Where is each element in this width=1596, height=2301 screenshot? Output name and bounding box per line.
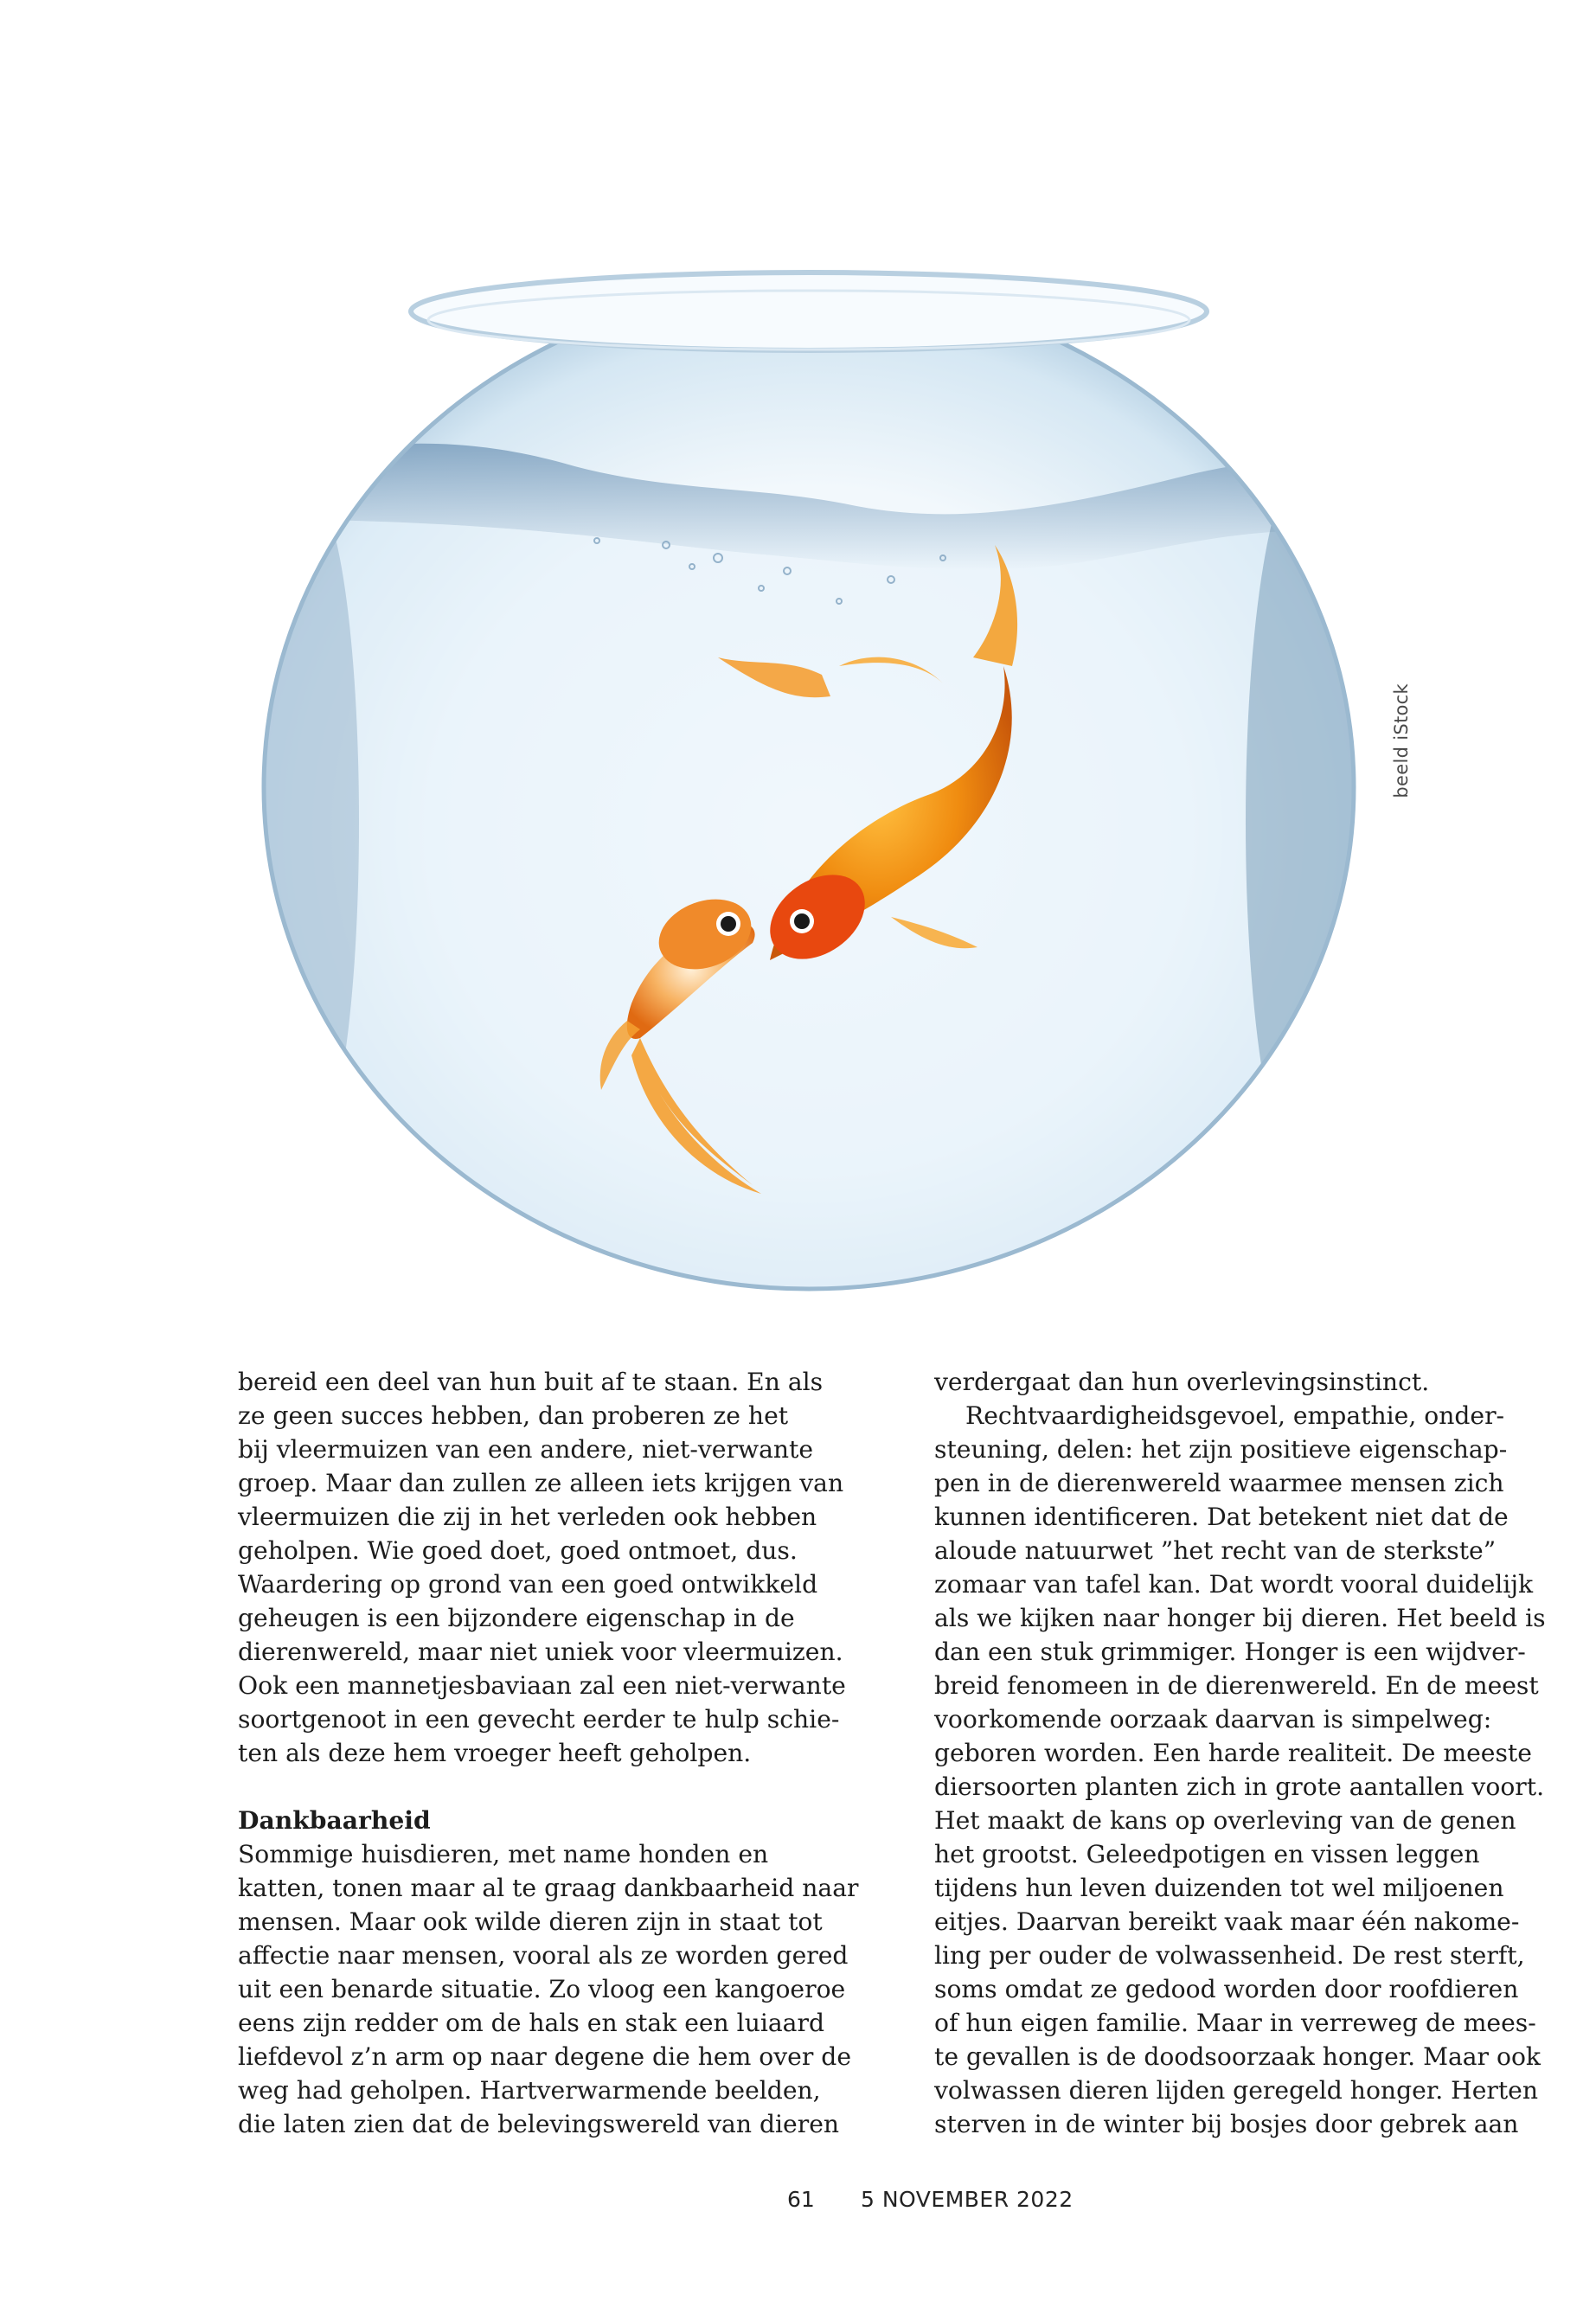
- text-line: uit een benarde situatie. Zo vloog een kangoeroe: [238, 1975, 846, 2003]
- paragraph: [238, 1365, 846, 1770]
- text-line: Rechtvaardigheidsgevoel, empathie, onder-: [965, 1401, 1505, 1430]
- text-line: te gevallen is de doodsoorzaak honger. Maar ook: [934, 2042, 1542, 2071]
- text-line: Sommige huisdieren, met name honden en: [238, 1840, 769, 1868]
- text-line: ze geen succes hebben, dan proberen ze het: [238, 1401, 789, 1430]
- paragraph: [238, 1837, 859, 2141]
- text-line: katten, tonen maar al te graag dankbaarheid naar: [238, 1874, 859, 1902]
- text-line: affectie naar mensen, vooral als ze worden gered: [238, 1941, 849, 1970]
- text-line: het grootst. Geleedpotigen en vissen leggen: [934, 1840, 1480, 1868]
- article-left-column: [238, 1365, 859, 2141]
- text-line: soortgenoot in een gevecht eerder te hulp schie-: [238, 1705, 840, 1734]
- photo-credit: beeld iStock: [1391, 683, 1412, 798]
- text-line: tijdens hun leven duizenden tot wel miljoenen: [934, 1874, 1504, 1902]
- issue-date: 5 NOVEMBER 2022: [861, 2187, 1074, 2212]
- section-heading: Dankbaarheid: [238, 1806, 431, 1835]
- page-number: 61: [787, 2187, 815, 2212]
- text-line: groep. Maar dan zullen ze alleen iets krijgen van: [238, 1469, 844, 1497]
- text-line: of hun eigen familie. Maar in verreweg de mees-: [934, 2009, 1536, 2037]
- article-right-column: [934, 1365, 1546, 2141]
- text-line: bij vleermuizen van een andere, niet-verwante: [238, 1435, 814, 1464]
- text-line: weg had geholpen. Hartverwarmende beelden,: [238, 2076, 821, 2105]
- text-line: geboren worden. Een harde realiteit. De meeste: [934, 1739, 1532, 1767]
- text-line: Ook een mannetjesbaviaan zal een niet-verwante: [238, 1671, 846, 1700]
- text-line: geholpen. Wie goed doet, goed ontmoet, dus.: [238, 1536, 798, 1565]
- text-line: voorkomende oorzaak daarvan is simpelweg:: [934, 1705, 1492, 1734]
- text-line: diersoorten planten zich in grote aantallen voort.: [934, 1772, 1545, 1801]
- text-line: Waardering op grond van een goed ontwikkeld: [238, 1570, 818, 1599]
- text-line: eitjes. Daarvan bereikt vaak maar één nakome-: [934, 1907, 1520, 1936]
- text-line: sterven in de winter bij bosjes door gebrek aan: [934, 2110, 1519, 2138]
- text-line: aloude natuurwet ”het recht van de sterkste”: [934, 1536, 1497, 1565]
- text-line: zomaar van tafel kan. Dat wordt vooral duidelijk: [934, 1570, 1534, 1599]
- text-line: breid fenomeen in de dierenwereld. En de meest: [934, 1671, 1539, 1700]
- text-line: eens zijn redder om de hals en stak een luiaard: [238, 2009, 824, 2037]
- text-line: vleermuizen die zij in het verleden ook hebben: [238, 1503, 817, 1531]
- text-line: soms omdat ze gedood worden door roofdieren: [934, 1975, 1519, 2003]
- text-line: als we kijken naar honger bij dieren. Het beeld is: [934, 1604, 1546, 1632]
- goldfish-bowl-photo: [234, 260, 1384, 1298]
- text-line: Het maakt de kans op overleving van de genen: [934, 1806, 1516, 1835]
- text-line: ling per ouder de volwassenheid. De rest sterft,: [934, 1941, 1525, 1970]
- text-line: dan een stuk grimmiger. Honger is een wijdver-: [934, 1638, 1526, 1666]
- text-line: dierenwereld, maar niet uniek voor vleermuizen.: [238, 1638, 843, 1666]
- text-line: volwassen dieren lijden geregeld honger. Herten: [934, 2076, 1539, 2105]
- text-line: die laten zien dat de belevingswereld van dieren: [238, 2110, 840, 2138]
- text-line: pen in de dierenwereld waarmee mensen zich: [934, 1469, 1504, 1497]
- text-line: steuning, delen: het zijn positieve eigenschap-: [934, 1435, 1508, 1464]
- paragraph: [934, 1399, 1546, 2141]
- text-line: verdergaat dan hun overlevingsinstinct.: [934, 1368, 1430, 1396]
- text-line: mensen. Maar ook wilde dieren zijn in staat tot: [238, 1907, 823, 1936]
- text-line: bereid een deel van hun buit af te staan. En als: [238, 1368, 824, 1396]
- text-line: ten als deze hem vroeger heeft geholpen.: [238, 1739, 752, 1767]
- text-line: kunnen identificeren. Dat betekent niet dat de: [934, 1503, 1509, 1531]
- text-line: geheugen is een bijzondere eigenschap in de: [238, 1604, 795, 1632]
- text-line: liefdevol z’n arm op naar degene die hem over de: [238, 2042, 852, 2071]
